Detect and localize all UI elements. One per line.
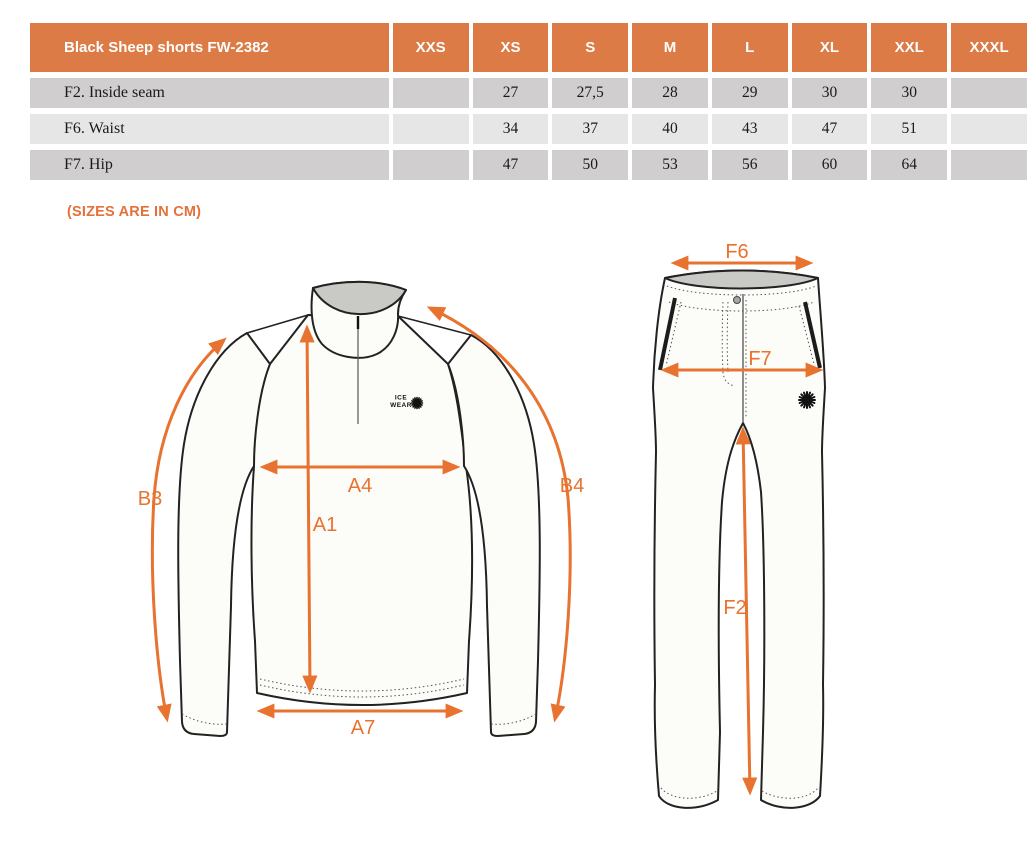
- cell-value: 30: [792, 78, 868, 108]
- col-header-xs: XS: [473, 23, 549, 72]
- cell-value: 43: [712, 114, 788, 144]
- shirt-measurement-diagram: [108, 276, 618, 748]
- brand-logo-line1: ICE: [394, 394, 408, 402]
- col-header-xxs: XXS: [393, 23, 469, 72]
- table-row-hip: [30, 150, 1027, 180]
- cell-value: [951, 114, 1027, 144]
- b3-label: B3: [137, 488, 163, 510]
- cell-value: 29: [712, 78, 788, 108]
- f7-label: F7: [748, 348, 772, 370]
- col-header-l: L: [712, 23, 788, 72]
- col-header-m: M: [632, 23, 708, 72]
- table-row-waist: [30, 114, 1027, 144]
- a1-label: A1: [312, 514, 338, 536]
- cell-value: 28: [632, 78, 708, 108]
- f2-label: F2: [723, 597, 747, 619]
- a4-label: A4: [347, 475, 373, 497]
- pants-outline: [653, 271, 825, 808]
- cell-value: 47: [792, 114, 868, 144]
- table-row-inside-seam: [30, 78, 1027, 108]
- cell-value: 51: [871, 114, 947, 144]
- cell-value: 40: [632, 114, 708, 144]
- a7-label: A7: [350, 717, 376, 739]
- shirt-body: [251, 315, 472, 705]
- col-header-xxxl: XXXL: [951, 23, 1027, 72]
- brand-logo-line2: WEAR: [390, 402, 412, 409]
- col-header-s: S: [552, 23, 628, 72]
- cell-value: [951, 78, 1027, 108]
- cell-value: [393, 150, 469, 180]
- cell-value: [393, 78, 469, 108]
- cell-value: 34: [473, 114, 549, 144]
- row-label: F2. Inside seam: [30, 78, 389, 108]
- cell-value: 27,5: [552, 78, 628, 108]
- cell-value: 27: [473, 78, 549, 108]
- pants-measurement-diagram: [638, 240, 848, 825]
- cell-value: 47: [473, 150, 549, 180]
- cell-value: 56: [712, 150, 788, 180]
- row-label: F6. Waist: [30, 114, 389, 144]
- cell-value: [393, 114, 469, 144]
- size-table: [26, 17, 1031, 186]
- cell-value: 50: [552, 150, 628, 180]
- snowflake-icon: [412, 398, 423, 409]
- col-header-xl: XL: [792, 23, 868, 72]
- sizes-unit-note: (SIZES ARE IN CM): [67, 204, 202, 220]
- b4-label: B4: [559, 475, 585, 497]
- f6-label: F6: [725, 241, 749, 263]
- cell-value: 53: [632, 150, 708, 180]
- product-title-cell: Black Sheep shorts FW-2382: [30, 23, 389, 72]
- row-label: F7. Hip: [30, 150, 389, 180]
- size-table-header-row: [30, 23, 1027, 72]
- waist-button: [734, 297, 741, 304]
- col-header-xxl: XXL: [871, 23, 947, 72]
- cell-value: 64: [871, 150, 947, 180]
- snowflake-icon: [799, 392, 815, 408]
- cell-value: [951, 150, 1027, 180]
- cell-value: 37: [552, 114, 628, 144]
- cell-value: 30: [871, 78, 947, 108]
- cell-value: 60: [792, 150, 868, 180]
